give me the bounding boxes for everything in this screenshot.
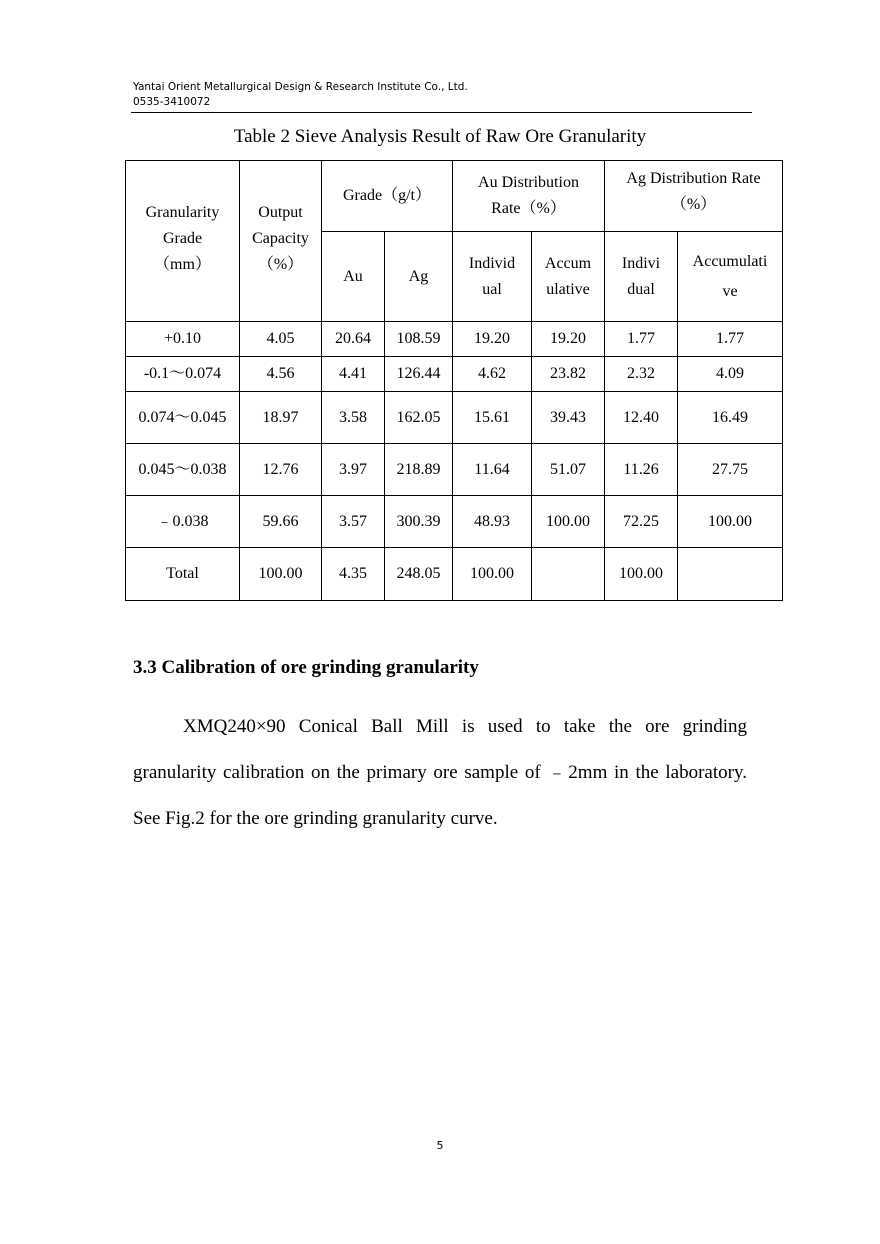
table-cell: 0.045～0.038 [126,444,240,496]
table-cell: 4.41 [322,357,385,392]
table-cell: 15.61 [453,392,532,444]
company-name: Yantai Orient Metallurgical Design & Research Institute Co., Ltd. [133,81,468,93]
header-granularity-grade: Granularity Grade （mm） [126,161,240,322]
table-cell: 108.59 [385,322,453,357]
body-paragraph [133,704,747,842]
sieve-analysis-table [125,160,783,601]
table-cell: 11.26 [605,444,678,496]
table-cell: 100.00 [605,548,678,601]
header-ag-individual: Indivi dual [605,232,678,322]
header-grade: Grade（g/t） [322,161,453,232]
header-au-distribution-rate: Au Distribution Rate（%） [453,161,605,232]
table-cell [532,548,605,601]
table-cell: 100.00 [240,548,322,601]
table-row [126,322,783,357]
table-cell: 19.20 [453,322,532,357]
table-cell: Total [126,548,240,601]
table-cell: 72.25 [605,496,678,548]
table-row [126,357,783,392]
table-cell: 300.39 [385,496,453,548]
table-row [126,496,783,548]
table-row [126,444,783,496]
table-cell: 100.00 [532,496,605,548]
table-cell: 2.32 [605,357,678,392]
table-cell: 4.09 [678,357,783,392]
table-cell: 4.56 [240,357,322,392]
header-ag-distribution-rate: Ag Distribution Rate （%） [605,161,783,232]
table-header-row [126,161,783,232]
table-cell: 11.64 [453,444,532,496]
table-cell: 126.44 [385,357,453,392]
table-title: Table 2 Sieve Analysis Result of Raw Ore Granularity [233,126,647,147]
table-cell: 4.35 [322,548,385,601]
table-cell: +0.10 [126,322,240,357]
table-cell: 51.07 [532,444,605,496]
table-cell: 27.75 [678,444,783,496]
table-cell: 100.00 [453,548,532,601]
section-heading: 3.3 Calibration of ore grinding granularity [133,657,479,678]
table-cell: 4.62 [453,357,532,392]
table-cell: 1.77 [678,322,783,357]
header-rule [131,112,752,113]
table-cell: 20.64 [322,322,385,357]
table-row [126,392,783,444]
table-cell: 3.57 [322,496,385,548]
table-cell [678,548,783,601]
table-cell: 23.82 [532,357,605,392]
paragraph-text: XMQ240×90 Conical Ball Mill is used to take the ore grinding granularity calibration on the primary ore sample of ﹣2mm in the laboratory. See Fig.2 for the ore grinding granularity curve. [133,716,747,829]
company-phone: 0535-3410072 [133,96,211,108]
table-cell: 12.76 [240,444,322,496]
header-au: Au [322,232,385,322]
table-cell: 16.49 [678,392,783,444]
header-ag: Ag [385,232,453,322]
table-cell: 162.05 [385,392,453,444]
table-cell: 18.97 [240,392,322,444]
header-output-capacity: Output Capacity （%） [240,161,322,322]
header-ag-accumulative: Accumulati ve [678,232,783,322]
table-cell: 3.58 [322,392,385,444]
header-au-individual: Individ ual [453,232,532,322]
page-number: 5 [436,1139,444,1152]
table-cell: 39.43 [532,392,605,444]
table-cell: 218.89 [385,444,453,496]
header-au-accumulative: Accum ulative [532,232,605,322]
table-cell: 12.40 [605,392,678,444]
table-cell: 3.97 [322,444,385,496]
page-header [133,80,751,110]
table-cell: 59.66 [240,496,322,548]
table-cell: 48.93 [453,496,532,548]
table-cell: 19.20 [532,322,605,357]
table-cell: ﹣0.038 [126,496,240,548]
table-cell: -0.1～0.074 [126,357,240,392]
table-cell: 100.00 [678,496,783,548]
table-cell: 1.77 [605,322,678,357]
table-row [126,548,783,601]
table-cell: 248.05 [385,548,453,601]
table-cell: 0.074～0.045 [126,392,240,444]
table-cell: 4.05 [240,322,322,357]
